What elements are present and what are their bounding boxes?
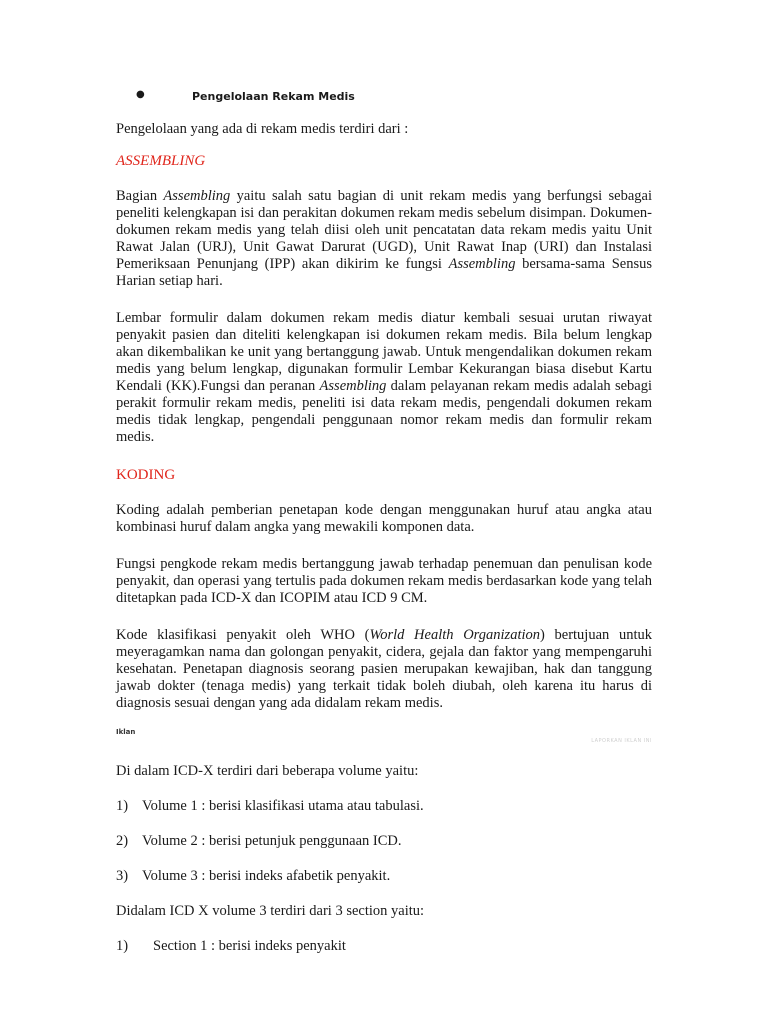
bullet-title: Pengelolaan Rekam Medis	[192, 90, 355, 103]
icd-intro: Di dalam ICD-X terdiri dari beberapa volume yaitu:	[116, 763, 419, 779]
list-text: Volume 2 : berisi petunjuk penggunaan ICD.	[142, 833, 402, 849]
list-text: Section 1 : berisi indeks penyakit	[153, 938, 346, 954]
text-run: Lembar formulir dalam dokumen rekam medis diatur kembali sesuai urutan riwayat penyakit pasien dan diteliti kelengkapan isi dokumen rekam medis. Bila belum lengkap akan dikembalikan ke unit yang bertanggung jawab. Untuk mengendalikan dokumen rekam medis yang belum lengkap, digunakan formulir Lembar Kekurangan biasa disebut Kartu Kendali (KK).Fungsi dan peranan	[116, 310, 652, 394]
assembling-paragraph-2	[116, 310, 652, 446]
volume3-intro: Didalam ICD X volume 3 terdiri dari 3 section yaitu:	[116, 903, 425, 919]
koding-paragraph-2: Fungsi pengkode rekam medis bertanggung jawab terhadap penemuan dan penulisan kode penyakit, dan operasi yang tertulis pada dokumen rekam medis berdasarkan kode yang telah ditetapkan pada ICD-X dan ICOPIM atau ICD 9 CM.	[116, 556, 652, 606]
text-run: ) bertujuan untuk meyeragamkan nama dan golongan penyakit, cidera, gejala dan faktor yang mempengaruhi kesehatan. Penetapan diagnosis seorang pasien merupakan kewajiban, hak dan tanggung jawab dokter (tenaga medis) yang terkait tidak boleh diubah, oleh karena itu harus di diagnosis sesuai dengan yang ada didalam rekam medis.	[116, 627, 652, 711]
list-text: Volume 3 : berisi indeks afabetik penyakit.	[142, 868, 391, 884]
list-number: 1)	[116, 938, 129, 954]
koding-heading: KODING	[116, 467, 176, 483]
italic-run: Assembling	[448, 256, 516, 272]
ad-label: Iklan	[116, 728, 136, 736]
italic-run: Assembling	[319, 378, 387, 394]
intro-paragraph: Pengelolaan yang ada di rekam medis terdiri dari :	[116, 121, 409, 137]
list-number: 1)	[116, 798, 129, 814]
text-run: yaitu salah satu bagian di unit rekam medis yang berfungsi sebagai peneliti kelengkapan isi dan perakitan dokumen rekam medis sebelum disimpan. Dokumen-dokumen rekam medis yang telah diisi oleh unit pencatatan data rekam medis yaitu Unit Rawat Jalan (URJ), Unit Gawat Darurat (UGD), Unit Rawat Inap (URI) dan Instalasi Pemeriksaan Penunjang (IPP) akan dikirim ke fungsi	[116, 188, 652, 272]
list-text: Volume 1 : berisi klasifikasi utama atau tabulasi.	[142, 798, 424, 814]
text-run: Bagian	[116, 188, 164, 204]
text-run: bersama-sama Sensus Harian setiap hari.	[116, 256, 653, 289]
list-item	[116, 798, 652, 815]
koding-paragraph-3	[116, 627, 652, 712]
assembling-heading: ASSEMBLING	[116, 153, 206, 169]
bullet-icon: ●	[136, 89, 145, 100]
report-ad-link[interactable]: LAPORKAN IKLAN INI	[591, 738, 652, 744]
italic-run: Assembling	[163, 188, 231, 204]
list-item	[116, 938, 652, 955]
text-run: Kode klasifikasi penyakit oleh WHO (	[116, 627, 370, 643]
list-item	[116, 868, 652, 885]
list-number: 3)	[116, 868, 129, 884]
list-item	[116, 833, 652, 850]
koding-paragraph-1: Koding adalah pemberian penetapan kode dengan menggunakan huruf atau angka atau kombinasi huruf dalam angka yang mewakili komponen data.	[116, 502, 652, 535]
assembling-paragraph-1	[116, 188, 652, 290]
document-body	[116, 121, 652, 955]
text-run: dalam pelayanan rekam medis adalah sebagi perakit formulir rekam medis, peneliti isi data rekam medis, pengendali dokumen rekam medis tidak lengkap, pengendali penggunaan nomor rekam medis dan formulir rekam medis.	[116, 378, 653, 445]
list-number: 2)	[116, 833, 129, 849]
italic-run: World Health Organization	[369, 627, 541, 643]
